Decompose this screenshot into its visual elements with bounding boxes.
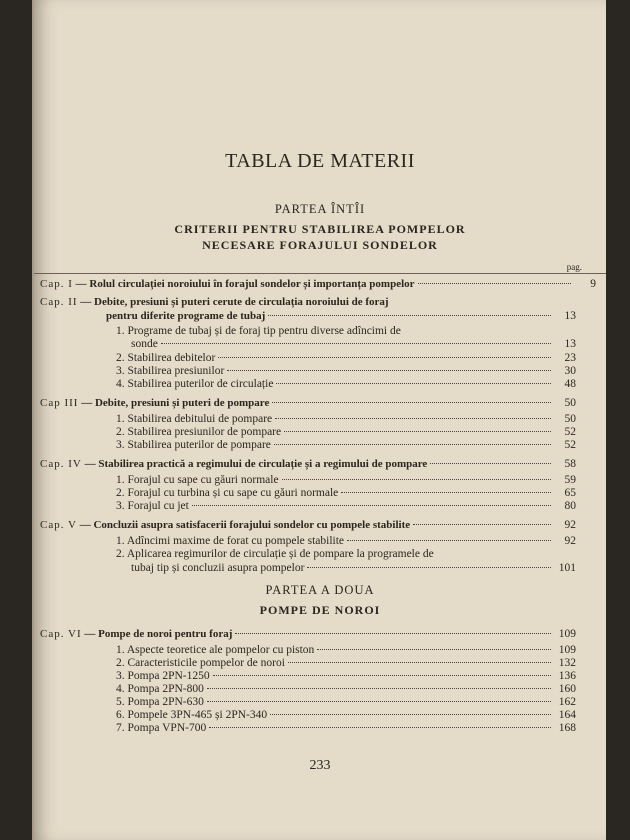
leader-dots [274, 444, 551, 445]
chapter-number: Cap. II [40, 296, 78, 308]
page-number: 109 [558, 628, 576, 640]
toc-entry-4-2 [116, 487, 576, 500]
page-folio: 233 [309, 758, 331, 773]
toc-entry-3-1 [116, 413, 576, 426]
toc-entry-cap2-cont [106, 310, 576, 323]
leader-dots [235, 633, 551, 634]
section-title: 1. Aspecte teoretice ale pompelor cu piston [116, 644, 315, 656]
section-title: 2. Aplicarea regimurilor de circulație și de pompare la programele de [116, 548, 434, 560]
toc-entry-4-3 [116, 500, 576, 513]
toc-entry-cap2 [40, 296, 574, 309]
part2-heading: POMPE DE NOROI [259, 603, 381, 617]
toc-entry-6-4 [116, 683, 576, 696]
page-number: 92 [564, 519, 576, 531]
section-title-continued: tubaj tip și concluzii asupra pompelor [131, 562, 305, 574]
page-number: 30 [564, 365, 576, 377]
page-number: 52 [564, 426, 576, 438]
page-title: TABLA DE MATERII [225, 150, 415, 172]
toc-entry-3-3 [116, 439, 576, 452]
chapter-title: — Pompe de noroi pentru foraj [84, 628, 233, 640]
section-title: 2. Caracteristicile pompelor de noroi [116, 657, 285, 669]
leader-dots [268, 315, 551, 316]
section-title-continued: sonde [131, 338, 158, 350]
leader-dots [227, 370, 551, 371]
toc-entry-6-2 [116, 657, 576, 670]
leader-dots [430, 463, 551, 464]
page-number: 80 [564, 500, 576, 512]
chapter-title: — Debite, presiuni și puteri cerute de circulația noroiului de foraj [80, 296, 389, 308]
toc-entry-4-1 [116, 474, 576, 487]
page-number: 101 [558, 562, 576, 574]
page-number: 13 [564, 338, 576, 350]
section-title: 3. Stabilirea puterilor de pompare [116, 439, 271, 451]
toc-entry-3-2 [116, 426, 576, 439]
leader-dots [341, 492, 551, 493]
toc-entry-6-3 [116, 670, 576, 683]
toc-entry-5-2-cont [131, 562, 576, 575]
leader-dots [270, 714, 551, 715]
page-number: 65 [564, 487, 576, 499]
page-number: 164 [558, 709, 576, 721]
leader-dots [161, 343, 551, 344]
section-title: 1. Adîncimi maxime de forat cu pompele stabilite [116, 535, 345, 547]
chapter-title: — Rolul circulației noroiului în forajul sondelor și importanța pompelor [75, 278, 415, 290]
leader-dots [192, 505, 551, 506]
page-number: 160 [558, 683, 576, 695]
section-title: 5. Pompa 2PN-630 [116, 696, 204, 708]
page-number: 52 [564, 439, 576, 451]
leader-dots [272, 402, 551, 403]
section-title: 4. Pompa 2PN-800 [116, 683, 204, 695]
page-number: 92 [564, 535, 576, 547]
leader-dots [207, 701, 551, 702]
toc-entry-2-4 [116, 378, 576, 391]
section-title: 2. Stabilirea debitelor [116, 352, 216, 364]
page-number: 13 [564, 310, 576, 322]
section-title: 3. Stabilirea presiunilor [116, 365, 225, 377]
leader-dots [209, 727, 551, 728]
section-title: 4. Stabilirea puterilor de circulație [116, 378, 274, 390]
toc-entry-2-3 [116, 365, 576, 378]
toc-entry-2-2 [116, 352, 576, 365]
chapter-title: — Debite, presiuni și puteri de pompare [81, 397, 270, 409]
part1-heading-line2: NECESARE FORAJULUI SONDELOR [202, 238, 438, 252]
section-title: 3. Pompa 2PN-1250 [116, 670, 210, 682]
page-number: 109 [558, 644, 576, 656]
chapter-number: Cap. I [40, 278, 73, 290]
leader-dots [413, 524, 551, 525]
part1-label: PARTEA ÎNTÎI [274, 202, 366, 216]
page-number: 59 [564, 474, 576, 486]
leader-dots [275, 418, 551, 419]
toc-entry-6-6 [116, 709, 576, 722]
part1-heading-line1: CRITERII PENTRU STABILIREA POMPELOR [174, 222, 466, 236]
section-title: 1. Forajul cu sape cu găuri normale [116, 474, 279, 486]
section-title: 2. Stabilirea presiunilor de pompare [116, 426, 282, 438]
chapter-title-continued: pentru diferite programe de tubaj [106, 310, 266, 322]
leader-dots [213, 675, 551, 676]
leader-dots [284, 431, 551, 432]
book-page [32, 0, 606, 840]
toc-entry-cap4 [40, 458, 576, 471]
leader-dots [418, 283, 571, 284]
section-title: 2. Forajul cu turbina și cu sape cu găuri normale [116, 487, 339, 499]
toc-entry-cap6 [40, 628, 576, 641]
toc-entry-cap3 [40, 397, 576, 410]
leader-dots [282, 479, 551, 480]
section-title: 1. Programe de tubaj și de foraj tip pentru diverse adîncimi de [116, 325, 401, 337]
section-title: 7. Pompa VPN-700 [116, 722, 207, 734]
toc-entry-2-1-cont [131, 338, 576, 351]
page-number: 50 [564, 397, 576, 409]
chapter-title: — Stabilirea practică a regimului de circulație și a regimului de pompare [84, 458, 428, 470]
divider [34, 273, 606, 274]
chapter-title: — Concluzii asupra satisfacerii forajului sondelor cu pompele stabilite [79, 519, 411, 531]
page-number: 48 [564, 378, 576, 390]
page-number: 58 [564, 458, 576, 470]
leader-dots [347, 540, 551, 541]
leader-dots [317, 649, 551, 650]
chapter-number: Cap. VI [40, 628, 82, 640]
page-number: 162 [558, 696, 576, 708]
part2-label: PARTEA A DOUA [265, 583, 375, 597]
page-number: 132 [558, 657, 576, 669]
toc-entry-6-7 [116, 722, 576, 735]
toc-entry-2-1 [116, 325, 506, 338]
leader-dots [288, 662, 551, 663]
toc-entry-cap1 [40, 278, 596, 291]
chapter-number: Cap III [40, 397, 79, 409]
page-number: 136 [558, 670, 576, 682]
page-column-header: pag. [566, 262, 582, 272]
section-title: 6. Pompele 3PN-465 și 2PN-340 [116, 709, 268, 721]
leader-dots [207, 688, 551, 689]
chapter-number: Cap. V [40, 519, 77, 531]
toc-entry-5-1 [116, 535, 576, 548]
section-title: 3. Forajul cu jet [116, 500, 189, 512]
toc-entry-6-1 [116, 644, 576, 657]
section-title: 1. Stabilirea debitului de pompare [116, 413, 273, 425]
toc-entry-5-2 [116, 548, 506, 561]
toc-entry-6-5 [116, 696, 576, 709]
toc-entry-cap5 [40, 519, 576, 532]
page-number: 23 [564, 352, 576, 364]
leader-dots [307, 567, 551, 568]
leader-dots [276, 383, 551, 384]
page-number: 9 [590, 278, 596, 290]
chapter-number: Cap. IV [40, 458, 82, 470]
page-number: 50 [564, 413, 576, 425]
page-number: 168 [558, 722, 576, 734]
leader-dots [218, 357, 551, 358]
